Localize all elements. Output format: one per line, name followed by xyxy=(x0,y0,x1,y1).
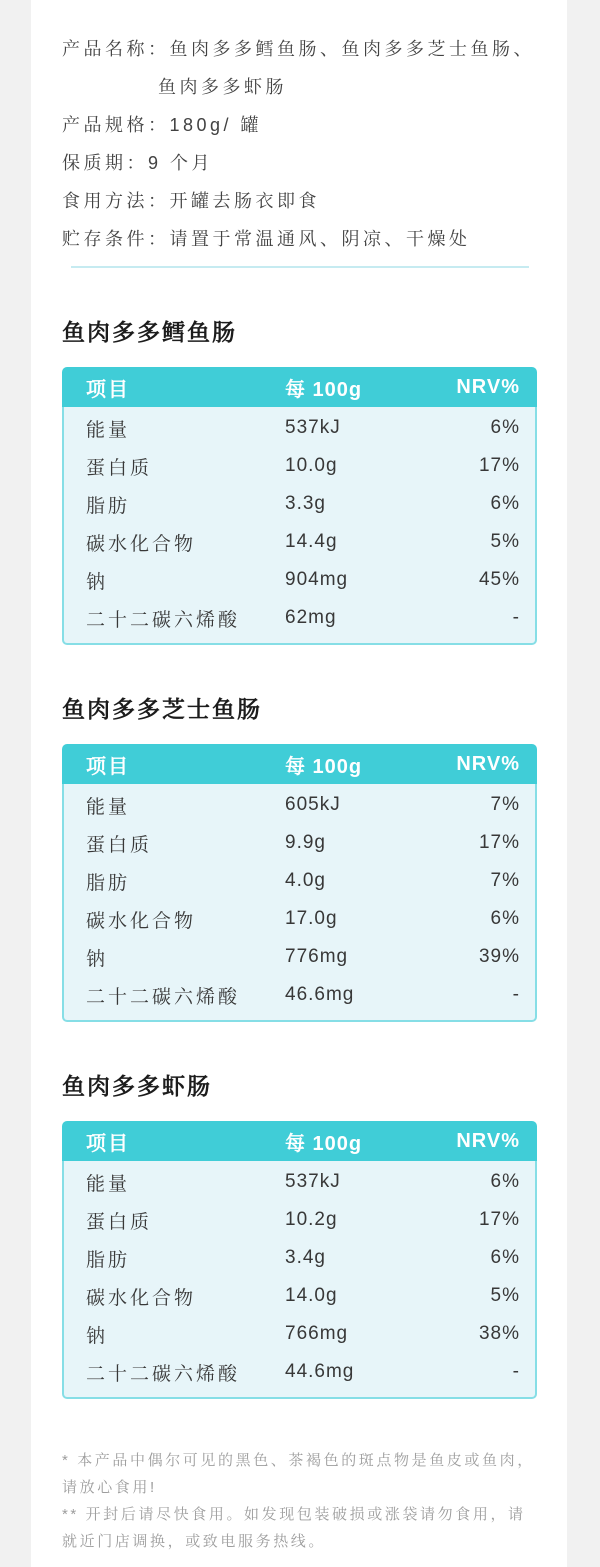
nutrient-value: 4.0g xyxy=(285,870,326,891)
info-value: 请置于常温通风、阴凉、干燥处 xyxy=(169,229,471,249)
nutrient-value: 605kJ xyxy=(285,794,341,815)
table-row xyxy=(64,447,535,485)
table-row xyxy=(64,1315,535,1353)
section-title: 鱼肉多多芝士鱼肠 xyxy=(62,696,262,722)
nutrient-value: 3.3g xyxy=(285,493,326,514)
column-header-nrv: NRV% xyxy=(456,1129,520,1152)
nutrient-nrv: - xyxy=(512,984,520,1005)
nutrient-name: 钠 xyxy=(86,571,109,593)
nutrient-nrv: 39% xyxy=(478,946,520,967)
nutrient-nrv: 17% xyxy=(478,1209,520,1230)
nutrient-value: 537kJ xyxy=(285,417,341,438)
nutrient-value: 10.0g xyxy=(285,455,338,476)
nutrient-value: 62mg xyxy=(285,607,337,628)
table-row xyxy=(64,938,535,976)
nutrient-name: 脂肪 xyxy=(86,872,131,894)
table-row xyxy=(64,1239,535,1277)
column-header-item: 项目 xyxy=(86,755,130,778)
section-title: 鱼肉多多虾肠 xyxy=(62,1073,212,1099)
nutrient-nrv: 6% xyxy=(490,1247,520,1268)
nutrient-name: 能量 xyxy=(86,1173,131,1195)
nutrient-name: 钠 xyxy=(86,948,109,970)
table-row xyxy=(64,561,535,599)
nutrient-name: 蛋白质 xyxy=(86,834,153,856)
column-header-nrv: NRV% xyxy=(456,752,520,775)
info-item-product-name xyxy=(62,30,537,106)
section-title: 鱼肉多多鳕鱼肠 xyxy=(62,319,237,345)
column-header-per100g: 每 100g xyxy=(285,1132,363,1155)
table-body xyxy=(62,407,537,645)
nutrient-value: 10.2g xyxy=(285,1209,338,1230)
column-header-per100g: 每 100g xyxy=(285,755,363,778)
nutrient-nrv: 5% xyxy=(490,1285,520,1306)
nutrient-name: 能量 xyxy=(86,796,131,818)
nutrient-value: 44.6mg xyxy=(285,1361,355,1382)
nutrient-value: 537kJ xyxy=(285,1171,341,1192)
nutrient-value: 3.4g xyxy=(285,1247,326,1268)
nutrient-name: 碳水化合物 xyxy=(86,910,197,932)
info-item-spec xyxy=(62,106,537,144)
table-row xyxy=(64,862,535,900)
table-header-row xyxy=(62,367,537,407)
nutrition-section-cod xyxy=(62,318,537,645)
nutrient-name: 蛋白质 xyxy=(86,1211,153,1233)
nutrient-nrv: - xyxy=(512,607,520,628)
info-value: 9 个月 xyxy=(148,153,214,173)
nutrient-name: 碳水化合物 xyxy=(86,533,197,555)
info-label: 保质期： xyxy=(62,153,148,173)
section-divider xyxy=(71,266,529,268)
table-row xyxy=(64,1163,535,1201)
table-row xyxy=(64,786,535,824)
nutrition-table xyxy=(62,367,537,645)
nutrient-nrv: 5% xyxy=(490,531,520,552)
table-row xyxy=(64,824,535,862)
column-header-nrv: NRV% xyxy=(456,375,520,398)
nutrient-name: 能量 xyxy=(86,419,131,441)
info-value: 开罐去肠衣即食 xyxy=(169,191,320,211)
nutrient-name: 碳水化合物 xyxy=(86,1287,197,1309)
table-header-row xyxy=(62,1121,537,1161)
table-row xyxy=(64,1201,535,1239)
nutrient-value: 46.6mg xyxy=(285,984,355,1005)
nutrient-nrv: 6% xyxy=(490,417,520,438)
table-row xyxy=(64,1353,535,1391)
table-row xyxy=(64,599,535,637)
nutrient-value: 776mg xyxy=(285,946,349,967)
table-row xyxy=(64,409,535,447)
info-item-shelf-life xyxy=(62,144,537,182)
column-header-item: 项目 xyxy=(86,1132,130,1155)
nutrient-nrv: 7% xyxy=(490,870,520,891)
nutrient-value: 766mg xyxy=(285,1323,349,1344)
content-card xyxy=(31,0,567,1567)
table-body xyxy=(62,784,537,1022)
nutrient-nrv: 7% xyxy=(490,794,520,815)
nutrient-nrv: 45% xyxy=(478,569,520,590)
nutrient-value: 17.0g xyxy=(285,908,338,929)
nutrition-section-shrimp xyxy=(62,1072,537,1399)
info-value: 180g/ 罐 xyxy=(169,115,263,135)
table-row xyxy=(64,485,535,523)
info-value: 鱼肉多多鳕鱼肠、鱼肉多多芝士鱼肠、鱼肉多多虾肠 xyxy=(158,39,535,97)
info-item-usage xyxy=(62,182,537,220)
nutrient-name: 二十二碳六烯酸 xyxy=(86,986,241,1008)
nutrient-name: 二十二碳六烯酸 xyxy=(86,1363,241,1385)
nutrient-nrv: 38% xyxy=(478,1323,520,1344)
footnote-spots: * 本产品中偶尔可见的黑色、茶褐色的斑点物是鱼皮或鱼肉，请放心食用! xyxy=(62,1452,535,1496)
table-row xyxy=(64,1277,535,1315)
nutrient-nrv: 17% xyxy=(478,455,520,476)
nutrient-nrv: 17% xyxy=(478,832,520,853)
nutrient-value: 14.4g xyxy=(285,531,338,552)
info-label: 产品名称： xyxy=(62,39,170,59)
column-header-item: 项目 xyxy=(86,378,130,401)
table-body xyxy=(62,1161,537,1399)
info-label: 贮存条件： xyxy=(62,229,170,249)
column-header-per100g: 每 100g xyxy=(285,378,363,401)
table-row xyxy=(64,976,535,1014)
nutrition-section-cheese xyxy=(62,695,537,1022)
product-info xyxy=(62,30,537,258)
footnote-after-opening: ** 开封后请尽快食用。如发现包装破损或涨袋请勿食用，请就近门店调换，或致电服务热线。 xyxy=(62,1506,526,1550)
nutrient-value: 14.0g xyxy=(285,1285,338,1306)
table-header-row xyxy=(62,744,537,784)
info-label: 食用方法： xyxy=(62,191,170,211)
nutrient-nrv: 6% xyxy=(490,1171,520,1192)
nutrient-value: 904mg xyxy=(285,569,349,590)
info-label: 产品规格： xyxy=(62,115,170,135)
nutrition-table xyxy=(62,1121,537,1399)
table-row xyxy=(64,900,535,938)
nutrient-name: 脂肪 xyxy=(86,1249,131,1271)
nutrient-nrv: - xyxy=(512,1361,520,1382)
nutrition-table xyxy=(62,744,537,1022)
nutrient-name: 脂肪 xyxy=(86,495,131,517)
nutrient-name: 蛋白质 xyxy=(86,457,153,479)
nutrient-value: 9.9g xyxy=(285,832,326,853)
nutrient-nrv: 6% xyxy=(490,493,520,514)
info-item-storage xyxy=(62,220,537,258)
footnotes xyxy=(62,1447,537,1555)
nutrient-name: 钠 xyxy=(86,1325,109,1347)
nutrient-nrv: 6% xyxy=(490,908,520,929)
nutrient-name: 二十二碳六烯酸 xyxy=(86,609,241,631)
table-row xyxy=(64,523,535,561)
